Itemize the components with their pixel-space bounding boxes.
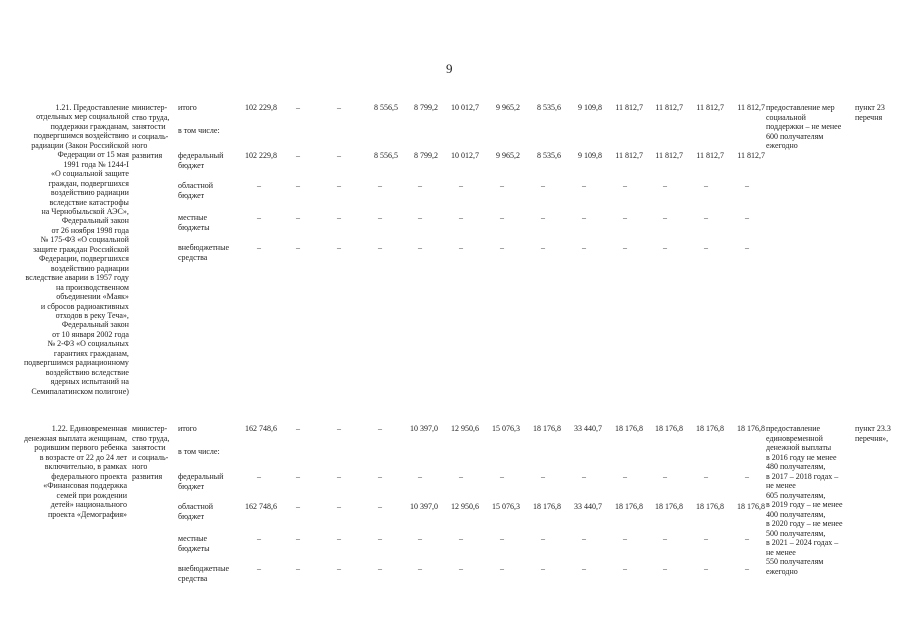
funding-value-cell: – — [500, 534, 504, 543]
funding-value-cell: – — [623, 181, 627, 190]
funding-value-cell: – — [337, 213, 341, 222]
funding-value-cell: 11 812,7 — [696, 151, 724, 160]
funding-value-cell: 8 556,5 — [374, 151, 398, 160]
funding-value-cell: – — [745, 213, 749, 222]
funding-value-cell: – — [623, 534, 627, 543]
funding-source-label: областной бюджет — [178, 502, 214, 521]
funding-value-cell: – — [296, 472, 300, 481]
funding-value-cell: 9 965,2 — [496, 151, 520, 160]
funding-value-cell: – — [541, 181, 545, 190]
funding-value-cell: 12 950,6 — [451, 424, 479, 433]
funding-value-cell: – — [663, 213, 667, 222]
funding-value-cell: 11 812,7 — [615, 151, 643, 160]
funding-value-cell: – — [582, 564, 586, 573]
funding-value-cell: – — [257, 472, 261, 481]
funding-value-cell: 18 176,8 — [615, 502, 643, 511]
funding-value-cell: – — [663, 564, 667, 573]
funding-source-label: местные бюджеты — [178, 534, 210, 553]
funding-value-cell: – — [745, 534, 749, 543]
funding-value-cell: – — [623, 472, 627, 481]
funding-value-cell: – — [296, 243, 300, 252]
funding-value-cell: – — [296, 502, 300, 511]
funding-value-cell: 9 109,8 — [578, 151, 602, 160]
funding-value-cell: 33 440,7 — [574, 502, 602, 511]
row-executor: министер- ство труда, занятости и социаль- ного развития — [132, 424, 170, 481]
funding-value-cell: 8 535,6 — [537, 151, 561, 160]
row-executor: министер- ство труда, занятости и социаль- ного развития — [132, 103, 170, 160]
funding-value-cell: 10 012,7 — [451, 151, 479, 160]
funding-value-cell: – — [704, 534, 708, 543]
row-result: предоставление единовременной денежной выплаты в 2016 году не менее 480 получателям, в 2017 – 2018 годах – не менее 605 получателям, в 2019 году – не менее 400 получателям, в 2020 году – не менее 500 получателям, в 2021 – 2024 годах – не менее 550 получателям ежегодно — [766, 424, 843, 576]
funding-value-cell: 18 176,8 — [655, 424, 683, 433]
funding-value-cell: 102 229,8 — [245, 103, 277, 112]
funding-value-cell: – — [582, 243, 586, 252]
funding-source-label: федеральный бюджет — [178, 151, 224, 170]
funding-value-cell: – — [459, 213, 463, 222]
funding-value-cell: – — [378, 213, 382, 222]
funding-source-label: в том числе: — [178, 126, 220, 135]
funding-value-cell: 12 950,6 — [451, 502, 479, 511]
funding-value-cell: – — [541, 243, 545, 252]
funding-value-cell: 8 799,2 — [414, 151, 438, 160]
funding-value-cell: – — [337, 424, 341, 433]
row-reference: пункт 23.3 перечня», — [855, 424, 891, 443]
funding-source-label: местные бюджеты — [178, 213, 210, 232]
funding-value-cell: 10 012,7 — [451, 103, 479, 112]
funding-value-cell: 33 440,7 — [574, 424, 602, 433]
page-number: 9 — [446, 61, 453, 76]
funding-value-cell: 11 812,7 — [696, 103, 724, 112]
funding-value-cell: – — [378, 472, 382, 481]
funding-value-cell: 10 397,0 — [410, 502, 438, 511]
funding-value-cell: – — [418, 564, 422, 573]
funding-value-cell: – — [296, 151, 300, 160]
funding-value-cell: 18 176,8 — [737, 424, 765, 433]
funding-value-cell: – — [378, 564, 382, 573]
funding-value-cell: – — [704, 213, 708, 222]
funding-value-cell: – — [337, 181, 341, 190]
funding-source-label: итого — [178, 424, 197, 433]
funding-value-cell: 102 229,8 — [245, 151, 277, 160]
row-name: 1.21. Предоставление отдельных мер социальной поддержки гражданам, подвергшимся воздействию радиации (Закон Российской Федерации от 15 мая 1991 года № 1244-I «О социальной защите граждан, подвергшихся воздействию радиации вследствие катастрофы на Чернобыльской АЭС», Федеральный закон от 26 ноября 1998 года № 175-ФЗ «О социальной защите граждан Российской Федерации, подвергшихся воздействию радиации вследствие аварии в 1957 году на производственном объединении «Маяк» и сбросов радиоактивных отходов в реку Теча», Федеральный закон от 10 января 2002 года № 2-ФЗ «О социальных гарантиях гражданам, подвергшимся радиационному воздействию вследствие ядерных испытаний на Семипалатинском полигоне) — [24, 103, 129, 396]
funding-value-cell: – — [257, 564, 261, 573]
funding-value-cell: – — [582, 213, 586, 222]
funding-value-cell: – — [296, 564, 300, 573]
funding-value-cell: – — [459, 181, 463, 190]
row-result: предоставление мер социальной поддержки – не менее 600 получателям ежегодно — [766, 103, 842, 150]
funding-value-cell: – — [418, 534, 422, 543]
funding-value-cell: 10 397,0 — [410, 424, 438, 433]
funding-value-cell: – — [337, 103, 341, 112]
funding-value-cell: 9 109,8 — [578, 103, 602, 112]
funding-value-cell: – — [582, 534, 586, 543]
funding-value-cell: – — [257, 534, 261, 543]
funding-value-cell: – — [378, 502, 382, 511]
funding-value-cell: – — [337, 151, 341, 160]
funding-value-cell: – — [704, 472, 708, 481]
funding-value-cell: – — [745, 181, 749, 190]
funding-value-cell: – — [418, 181, 422, 190]
funding-value-cell: 11 812,7 — [737, 151, 765, 160]
funding-value-cell: – — [257, 243, 261, 252]
funding-value-cell: – — [257, 181, 261, 190]
funding-value-cell: 9 965,2 — [496, 103, 520, 112]
funding-value-cell: – — [337, 534, 341, 543]
funding-value-cell: – — [337, 564, 341, 573]
funding-value-cell: – — [745, 472, 749, 481]
funding-value-cell: 15 076,3 — [492, 502, 520, 511]
funding-value-cell: 162 748,6 — [245, 502, 277, 511]
funding-value-cell: 18 176,8 — [615, 424, 643, 433]
funding-value-cell: – — [663, 472, 667, 481]
funding-value-cell: – — [663, 243, 667, 252]
funding-value-cell: 18 176,8 — [737, 502, 765, 511]
funding-value-cell: 18 176,8 — [655, 502, 683, 511]
funding-value-cell: 18 176,8 — [696, 424, 724, 433]
funding-value-cell: – — [296, 103, 300, 112]
funding-value-cell: 18 176,8 — [533, 502, 561, 511]
funding-value-cell: – — [257, 213, 261, 222]
funding-value-cell: – — [378, 424, 382, 433]
funding-value-cell: – — [500, 564, 504, 573]
funding-value-cell: 8 799,2 — [414, 103, 438, 112]
funding-value-cell: – — [541, 564, 545, 573]
funding-value-cell: – — [623, 564, 627, 573]
funding-value-cell: 11 812,7 — [655, 103, 683, 112]
funding-value-cell: – — [704, 564, 708, 573]
funding-value-cell: 162 748,6 — [245, 424, 277, 433]
funding-value-cell: – — [541, 213, 545, 222]
funding-value-cell: – — [337, 243, 341, 252]
funding-value-cell: – — [623, 243, 627, 252]
funding-value-cell: – — [704, 243, 708, 252]
funding-value-cell: – — [296, 534, 300, 543]
funding-value-cell: – — [296, 213, 300, 222]
funding-value-cell: – — [500, 181, 504, 190]
funding-value-cell: – — [459, 534, 463, 543]
funding-value-cell: – — [296, 181, 300, 190]
funding-value-cell: – — [745, 564, 749, 573]
funding-value-cell: – — [459, 564, 463, 573]
funding-value-cell: – — [500, 472, 504, 481]
funding-source-label: в том числе: — [178, 447, 220, 456]
funding-value-cell: 18 176,8 — [533, 424, 561, 433]
funding-source-label: итого — [178, 103, 197, 112]
funding-value-cell: – — [623, 213, 627, 222]
funding-value-cell: – — [337, 472, 341, 481]
funding-value-cell: – — [582, 181, 586, 190]
funding-source-label: областной бюджет — [178, 181, 214, 200]
funding-value-cell: – — [418, 213, 422, 222]
funding-value-cell: – — [500, 243, 504, 252]
funding-value-cell: 15 076,3 — [492, 424, 520, 433]
funding-value-cell: 11 812,7 — [737, 103, 765, 112]
funding-source-label: федеральный бюджет — [178, 472, 224, 491]
funding-value-cell: 11 812,7 — [615, 103, 643, 112]
funding-value-cell: 8 535,6 — [537, 103, 561, 112]
funding-value-cell: – — [378, 181, 382, 190]
funding-value-cell: – — [378, 534, 382, 543]
funding-value-cell: 8 556,5 — [374, 103, 398, 112]
funding-source-label: внебюджетные средства — [178, 564, 229, 583]
funding-value-cell: – — [704, 181, 708, 190]
funding-value-cell: – — [541, 534, 545, 543]
funding-value-cell: – — [582, 472, 586, 481]
funding-value-cell: – — [663, 534, 667, 543]
funding-value-cell: – — [459, 243, 463, 252]
row-reference: пункт 23 перечня — [855, 103, 885, 122]
funding-value-cell: – — [745, 243, 749, 252]
funding-value-cell: – — [459, 472, 463, 481]
funding-value-cell: – — [378, 243, 382, 252]
funding-value-cell: – — [418, 472, 422, 481]
funding-value-cell: – — [418, 243, 422, 252]
funding-value-cell: – — [337, 502, 341, 511]
funding-value-cell: – — [296, 424, 300, 433]
funding-value-cell: 11 812,7 — [655, 151, 683, 160]
funding-value-cell: – — [663, 181, 667, 190]
funding-value-cell: 18 176,8 — [696, 502, 724, 511]
funding-value-cell: – — [500, 213, 504, 222]
funding-source-label: внебюджетные средства — [178, 243, 229, 262]
row-name: 1.22. Единовременная денежная выплата женщинам, родившим первого ребенка в возрасте от 22 до 24 лет включительно, в рамках федерального проекта «Финансовая поддержка семей при рождении детей» национального проекта «Демография» — [24, 424, 127, 519]
funding-value-cell: – — [541, 472, 545, 481]
